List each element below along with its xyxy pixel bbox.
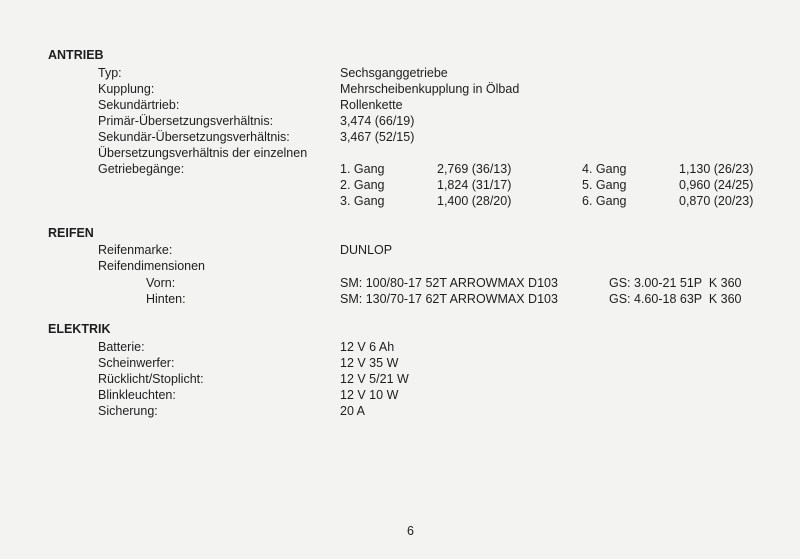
section-title-elektrik: ELEKTRIK <box>48 322 111 336</box>
hinten-label: Hinten: <box>146 292 186 306</box>
primaer-ratio-label: Primär-Übersetzungsverhältnis: <box>98 114 274 128</box>
reifenmarke-value: DUNLOP <box>340 243 393 257</box>
gears-label-line2: Getriebegänge: <box>98 162 185 176</box>
reifendimensionen-label: Reifendimensionen <box>98 259 206 273</box>
reifenmarke-label: Reifenmarke: <box>98 243 173 257</box>
elektrik-value: 12 V 35 W <box>340 356 399 370</box>
vorn-gs-value: GS: 3.00-21 51P K 360 <box>609 276 742 290</box>
elektrik-label: Scheinwerfer: <box>98 356 175 370</box>
sekundaertrieb-label: Sekundärtrieb: <box>98 98 180 112</box>
gear-name: 1. Gang <box>340 162 385 176</box>
elektrik-value: 20 A <box>340 404 366 418</box>
gear-name: 2. Gang <box>340 178 385 192</box>
elektrik-label: Sicherung: <box>98 404 158 418</box>
gear-ratio: 0,960 (24/25) <box>679 178 754 192</box>
primaer-ratio-value: 3,474 (66/19) <box>340 114 415 128</box>
page-number: 6 <box>407 524 414 538</box>
hinten-gs-value: GS: 4.60-18 63P K 360 <box>609 292 742 306</box>
gear-ratio: 2,769 (36/13) <box>437 162 512 176</box>
gear-ratio: 1,824 (31/17) <box>437 178 512 192</box>
sekundaer-ratio-value: 3,467 (52/15) <box>340 130 415 144</box>
gear-ratio: 1,400 (28/20) <box>437 194 512 208</box>
vorn-label: Vorn: <box>146 276 176 290</box>
typ-value: Sechsganggetriebe <box>340 66 448 80</box>
gear-name: 5. Gang <box>582 178 627 192</box>
vorn-sm-value: SM: 100/80-17 52T ARROWMAX D103 <box>340 276 558 290</box>
sekundaer-ratio-label: Sekundär-Übersetzungsverhältnis: <box>98 130 290 144</box>
hinten-sm-value: SM: 130/70-17 62T ARROWMAX D103 <box>340 292 558 306</box>
gear-name: 6. Gang <box>582 194 627 208</box>
gear-name: 3. Gang <box>340 194 385 208</box>
elektrik-value: 12 V 10 W <box>340 388 399 402</box>
elektrik-label: Rücklicht/Stoplicht: <box>98 372 204 386</box>
gears-label-line1: Übersetzungsverhältnis der einzelnen <box>98 146 308 160</box>
section-title-reifen: REIFEN <box>48 226 94 240</box>
section-title-antrieb: ANTRIEB <box>48 48 104 62</box>
elektrik-value: 12 V 5/21 W <box>340 372 409 386</box>
elektrik-label: Batterie: <box>98 340 145 354</box>
gear-name: 4. Gang <box>582 162 627 176</box>
gear-ratio: 0,870 (20/23) <box>679 194 754 208</box>
elektrik-label: Blinkleuchten: <box>98 388 176 402</box>
sekundaertrieb-value: Rollenkette <box>340 98 403 112</box>
kupplung-value: Mehrscheibenkupplung in Ölbad <box>340 82 520 96</box>
typ-label: Typ: <box>98 66 122 80</box>
elektrik-value: 12 V 6 Ah <box>340 340 395 354</box>
kupplung-label: Kupplung: <box>98 82 155 96</box>
gear-ratio: 1,130 (26/23) <box>679 162 754 176</box>
